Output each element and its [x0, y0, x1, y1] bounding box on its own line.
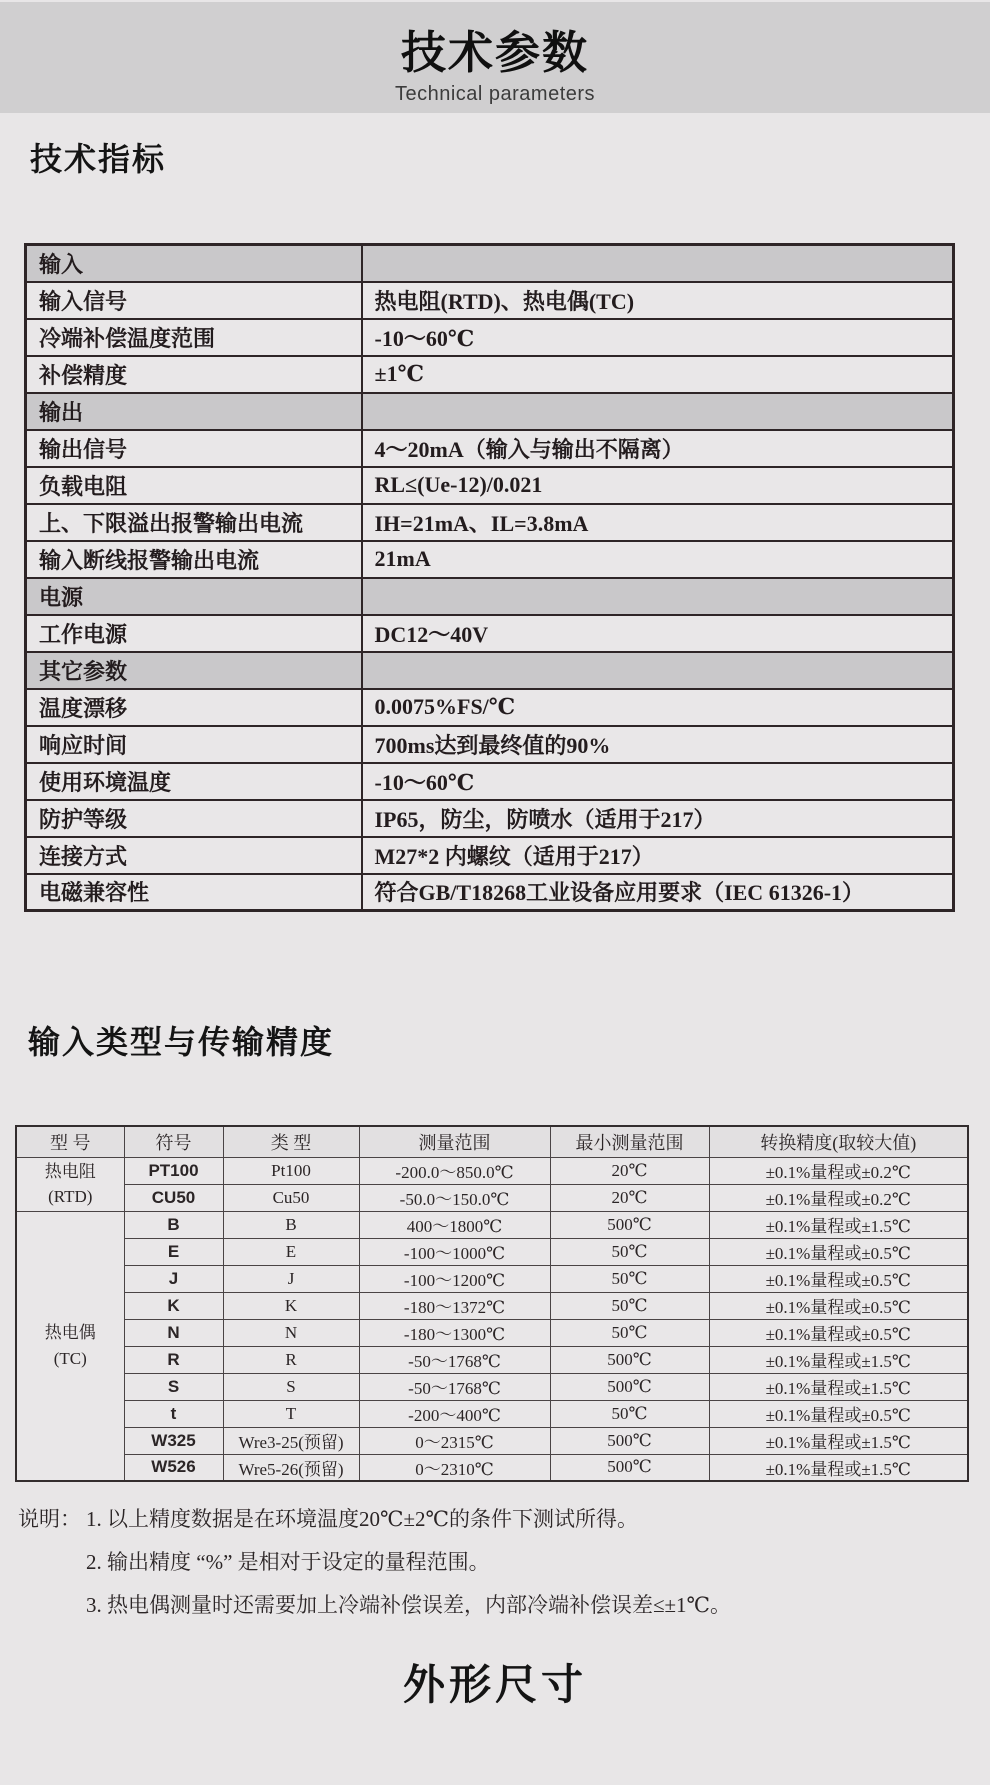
section-title-tech-specs: 技术指标 [30, 141, 167, 177]
symbol-cell: PT100 [124, 1157, 223, 1184]
spec-section-row [26, 245, 954, 282]
accuracy-cell: ±0.1%量程或±1.5℃ [709, 1427, 968, 1454]
accuracy-row [16, 1427, 968, 1454]
accuracy-header-cell: 测量范围 [359, 1126, 550, 1157]
range-cell: -100～1000℃ [359, 1238, 550, 1265]
range-cell: -200.0～850.0℃ [359, 1157, 550, 1184]
range-cell: -180～1372℃ [359, 1292, 550, 1319]
note-line [18, 1498, 968, 1541]
spec-row [26, 874, 954, 911]
spec-value-cell [362, 578, 954, 615]
spec-value-cell [362, 652, 954, 689]
spec-row [26, 356, 954, 393]
min-range-cell: 20℃ [550, 1184, 709, 1211]
symbol-cell: S [124, 1373, 223, 1400]
spec-row [26, 467, 954, 504]
spec-value-cell [362, 245, 954, 282]
spec-row [26, 504, 954, 541]
note-text: 2. 输出精度 “%” 是相对于设定的量程范围。 [86, 1550, 490, 1575]
model-cell: 热电偶 (TC) [16, 1211, 124, 1481]
spec-value-cell: RL≤(Ue-12)/0.021 [362, 467, 954, 504]
spec-label-cell: 温度漂移 [26, 689, 362, 726]
accuracy-cell: ±0.1%量程或±0.2℃ [709, 1157, 968, 1184]
accuracy-cell: ±0.1%量程或±1.5℃ [709, 1373, 968, 1400]
spec-label-cell: 上、下限溢出报警输出电流 [26, 504, 362, 541]
range-cell: -50～1768℃ [359, 1346, 550, 1373]
symbol-cell: R [124, 1346, 223, 1373]
spec-row [26, 541, 954, 578]
spec-label-cell: 电磁兼容性 [26, 874, 362, 911]
spec-label-cell: 连接方式 [26, 837, 362, 874]
page-title: 技术参数 [400, 27, 589, 78]
min-range-cell: 50℃ [550, 1292, 709, 1319]
accuracy-row [16, 1292, 968, 1319]
spec-value-cell: 700ms达到最终值的90% [362, 726, 954, 763]
range-cell: 0～2315℃ [359, 1427, 550, 1454]
kind-cell: N [223, 1319, 359, 1346]
spec-label-cell: 工作电源 [26, 615, 362, 652]
spec-section-row [26, 393, 954, 430]
range-cell: -50.0～150.0℃ [359, 1184, 550, 1211]
accuracy-row [16, 1454, 968, 1481]
accuracy-row [16, 1157, 968, 1184]
symbol-cell: t [124, 1400, 223, 1427]
spec-row [26, 726, 954, 763]
spec-row [26, 763, 954, 800]
kind-cell: E [223, 1238, 359, 1265]
accuracy-header-cell: 最小测量范围 [550, 1126, 709, 1157]
accuracy-row [16, 1400, 968, 1427]
spec-row [26, 615, 954, 652]
note-text: 1. 以上精度数据是在环境温度20℃±2℃的条件下测试所得。 [86, 1507, 639, 1531]
accuracy-cell: ±0.1%量程或±1.5℃ [709, 1346, 968, 1373]
spec-label-cell: 输入断线报警输出电流 [26, 541, 362, 578]
spec-section-row [26, 652, 954, 689]
spec-label-cell: 使用环境温度 [26, 763, 362, 800]
min-range-cell: 20℃ [550, 1157, 709, 1184]
spec-label-cell: 负载电阻 [26, 467, 362, 504]
min-range-cell: 500℃ [550, 1211, 709, 1238]
spec-value-cell: 21mA [362, 541, 954, 578]
spec-value-cell [362, 393, 954, 430]
accuracy-row [16, 1238, 968, 1265]
accuracy-header-cell: 类 型 [223, 1126, 359, 1157]
note-text: 3. 热电偶测量时还需要加上冷端补偿误差，内部冷端补偿误差≤±1℃。 [86, 1593, 732, 1618]
spec-label-cell: 冷端补偿温度范围 [26, 319, 362, 356]
accuracy-cell: ±0.1%量程或±0.5℃ [709, 1319, 968, 1346]
notes-indent [18, 1541, 86, 1584]
kind-cell: T [223, 1400, 359, 1427]
accuracy-header-cell: 符号 [124, 1126, 223, 1157]
notes-label: 说明： [18, 1507, 81, 1531]
spec-row [26, 282, 954, 319]
note-line [18, 1541, 968, 1584]
min-range-cell: 500℃ [550, 1346, 709, 1373]
section-title-input-types: 输入类型与传输精度 [28, 1024, 335, 1060]
range-cell: -200～400℃ [359, 1400, 550, 1427]
symbol-cell: CU50 [124, 1184, 223, 1211]
min-range-cell: 500℃ [550, 1427, 709, 1454]
spec-label-cell: 响应时间 [26, 726, 362, 763]
accuracy-table [15, 1125, 969, 1482]
spec-section-row [26, 578, 954, 615]
kind-cell: R [223, 1346, 359, 1373]
accuracy-cell: ±0.1%量程或±0.5℃ [709, 1292, 968, 1319]
range-cell: -100～1200℃ [359, 1265, 550, 1292]
kind-cell: Cu50 [223, 1184, 359, 1211]
accuracy-cell: ±0.1%量程或±0.5℃ [709, 1400, 968, 1427]
symbol-cell: W325 [124, 1427, 223, 1454]
min-range-cell: 50℃ [550, 1265, 709, 1292]
accuracy-cell: ±0.1%量程或±0.5℃ [709, 1265, 968, 1292]
spec-label-cell: 输出信号 [26, 430, 362, 467]
kind-cell: Wre3-25(预留) [223, 1427, 359, 1454]
accuracy-cell: ±0.1%量程或±1.5℃ [709, 1211, 968, 1238]
symbol-cell: J [124, 1265, 223, 1292]
kind-cell: Pt100 [223, 1157, 359, 1184]
spec-row [26, 800, 954, 837]
spec-value-cell: DC12～40V [362, 615, 954, 652]
spec-row [26, 430, 954, 467]
spec-label-cell: 其它参数 [26, 652, 362, 689]
spec-label-cell: 防护等级 [26, 800, 362, 837]
symbol-cell: E [124, 1238, 223, 1265]
min-range-cell: 500℃ [550, 1373, 709, 1400]
kind-cell: Wre5-26(预留) [223, 1454, 359, 1481]
range-cell: 400～1800℃ [359, 1211, 550, 1238]
note-line [18, 1584, 968, 1627]
notes-indent [18, 1584, 86, 1627]
accuracy-header-cell: 型 号 [16, 1126, 124, 1157]
spec-table [24, 243, 955, 912]
spec-value-cell: 0.0075%FS/℃ [362, 689, 954, 726]
range-cell: -180～1300℃ [359, 1319, 550, 1346]
spec-label-cell: 补偿精度 [26, 356, 362, 393]
kind-cell: J [223, 1265, 359, 1292]
accuracy-row [16, 1184, 968, 1211]
spec-value-cell: ±1℃ [362, 356, 954, 393]
spec-label-cell: 电源 [26, 578, 362, 615]
accuracy-header-cell: 转换精度(取较大值) [709, 1126, 968, 1157]
accuracy-cell: ±0.1%量程或±0.5℃ [709, 1238, 968, 1265]
model-cell: 热电阻 (RTD) [16, 1157, 124, 1211]
min-range-cell: 50℃ [550, 1319, 709, 1346]
spec-value-cell: 符合GB/T18268工业设备应用要求（IEC 61326-1） [362, 874, 954, 911]
spec-value-cell: 4～20mA（输入与输出不隔离） [362, 430, 954, 467]
symbol-cell: B [124, 1211, 223, 1238]
range-cell: 0～2310℃ [359, 1454, 550, 1481]
spec-value-cell: IH=21mA、IL=3.8mA [362, 504, 954, 541]
accuracy-row [16, 1265, 968, 1292]
spec-value-cell: -10～60℃ [362, 763, 954, 800]
min-range-cell: 50℃ [550, 1238, 709, 1265]
spec-value-cell: IP65，防尘，防喷水（适用于217） [362, 800, 954, 837]
spec-value-cell: 热电阻(RTD)、热电偶(TC) [362, 282, 954, 319]
spec-row [26, 689, 954, 726]
symbol-cell: W526 [124, 1454, 223, 1481]
page-subtitle: Technical parameters [394, 83, 596, 105]
kind-cell: K [223, 1292, 359, 1319]
spec-value-cell: M27*2 内螺纹（适用于217） [362, 837, 954, 874]
accuracy-row [16, 1346, 968, 1373]
symbol-cell: K [124, 1292, 223, 1319]
accuracy-table-header-row [16, 1126, 968, 1157]
accuracy-cell: ±0.1%量程或±0.2℃ [709, 1184, 968, 1211]
spec-label-cell: 输入信号 [26, 282, 362, 319]
accuracy-row [16, 1373, 968, 1400]
symbol-cell: N [124, 1319, 223, 1346]
spec-label-cell: 输出 [26, 393, 362, 430]
section-title-dimensions: 外形尺寸 [402, 1661, 587, 1708]
accuracy-row [16, 1319, 968, 1346]
spec-row [26, 837, 954, 874]
notes [18, 1498, 968, 1627]
spec-row [26, 319, 954, 356]
min-range-cell: 500℃ [550, 1454, 709, 1481]
kind-cell: S [223, 1373, 359, 1400]
accuracy-row [16, 1211, 968, 1238]
header-banner [0, 2, 990, 113]
kind-cell: B [223, 1211, 359, 1238]
range-cell: -50～1768℃ [359, 1373, 550, 1400]
min-range-cell: 50℃ [550, 1400, 709, 1427]
spec-label-cell: 输入 [26, 245, 362, 282]
spec-value-cell: -10～60℃ [362, 319, 954, 356]
accuracy-cell: ±0.1%量程或±1.5℃ [709, 1454, 968, 1481]
